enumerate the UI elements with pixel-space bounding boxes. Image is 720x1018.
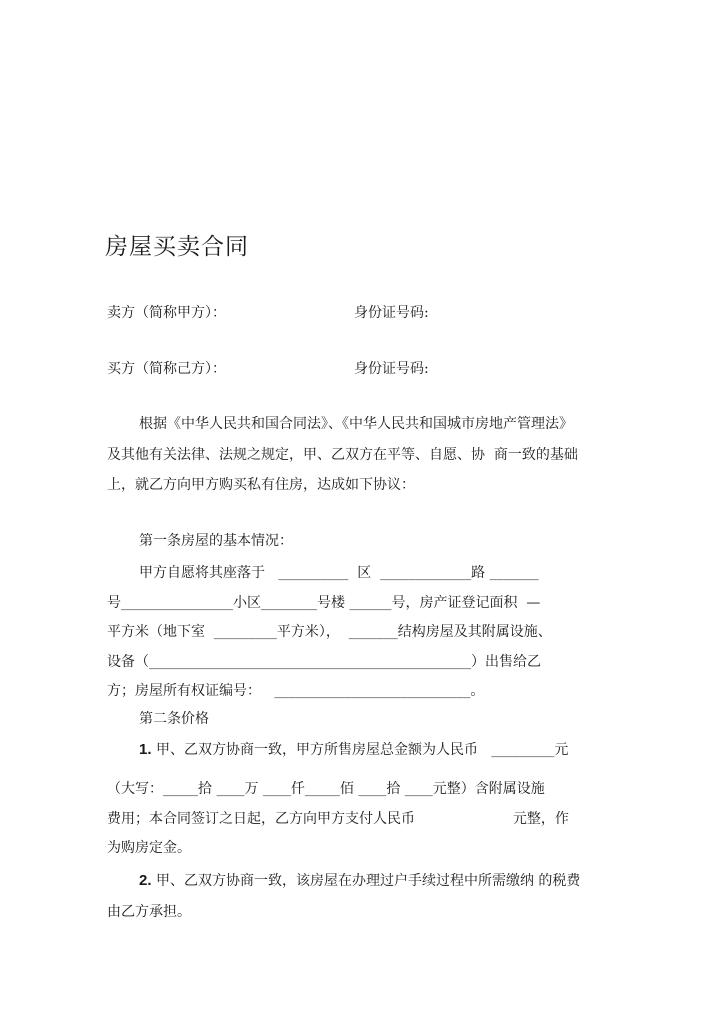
seller-id-label: 身份证号码: <box>354 305 429 321</box>
clause-text: 甲、乙双方协商一致，甲方所售房屋总金额为人民币 _________元 <box>151 742 569 758</box>
buyer-id-label: 身份证号码: <box>354 361 429 377</box>
article2-clause1 <box>139 741 568 759</box>
article1-line: 平方米（地下室 _________平方米）， _______结构房屋及其附属设施、 <box>107 624 552 640</box>
article2-clause2 <box>139 872 580 890</box>
preamble-line: 根据《中华人民共和国合同法》、《中华人民共和国城市房地产管理法》 <box>139 416 573 432</box>
clause-text: 甲、乙双方协商一致，该房屋在办理过户手续过程中所需缴纳 的税费 <box>151 873 581 889</box>
article1-line: 甲方自愿将其座落于 __________ 区 _____________路 _______ <box>139 565 539 581</box>
buyer-label: 买方（简称己方）： <box>107 361 226 377</box>
article2-clause1-cont: 为购房定金。 <box>107 840 191 856</box>
article2-clause1-cont: （大写：_____拾 ____万 ____仟_____佰 ____拾 ____元整）含附属设施 <box>107 781 545 797</box>
article2-heading: 第二条价格 <box>139 711 209 727</box>
preamble-line: 及其他有关法律、法规之规定，甲、乙双方在平等、自愿、协 商一致的基础 <box>107 447 578 463</box>
article1-heading: 第一条房屋的基本情况： <box>139 533 293 549</box>
preamble-line: 上，就乙方向甲方购买私有住房，达成如下协议： <box>107 477 415 493</box>
article2-clause2-cont: 由乙方承担。 <box>107 904 191 920</box>
clause-number: 1. <box>139 741 152 758</box>
article2-clause1-cont: 费用；本合同签订之日起，乙方向甲方支付人民币 元整，作 <box>107 811 569 827</box>
article1-line: 号________________小区________号楼 ______号，房产证登记面积 — <box>107 595 541 611</box>
article1-line: 方；房屋所有权证编号： ____________________________。 <box>107 683 485 699</box>
article1-line: 设备（______________________________________________）出售给乙 <box>107 654 541 670</box>
seller-label: 卖方（简称甲方）： <box>107 305 226 321</box>
clause-number: 2. <box>139 872 152 889</box>
document-title: 房屋买卖合同 <box>105 234 249 260</box>
